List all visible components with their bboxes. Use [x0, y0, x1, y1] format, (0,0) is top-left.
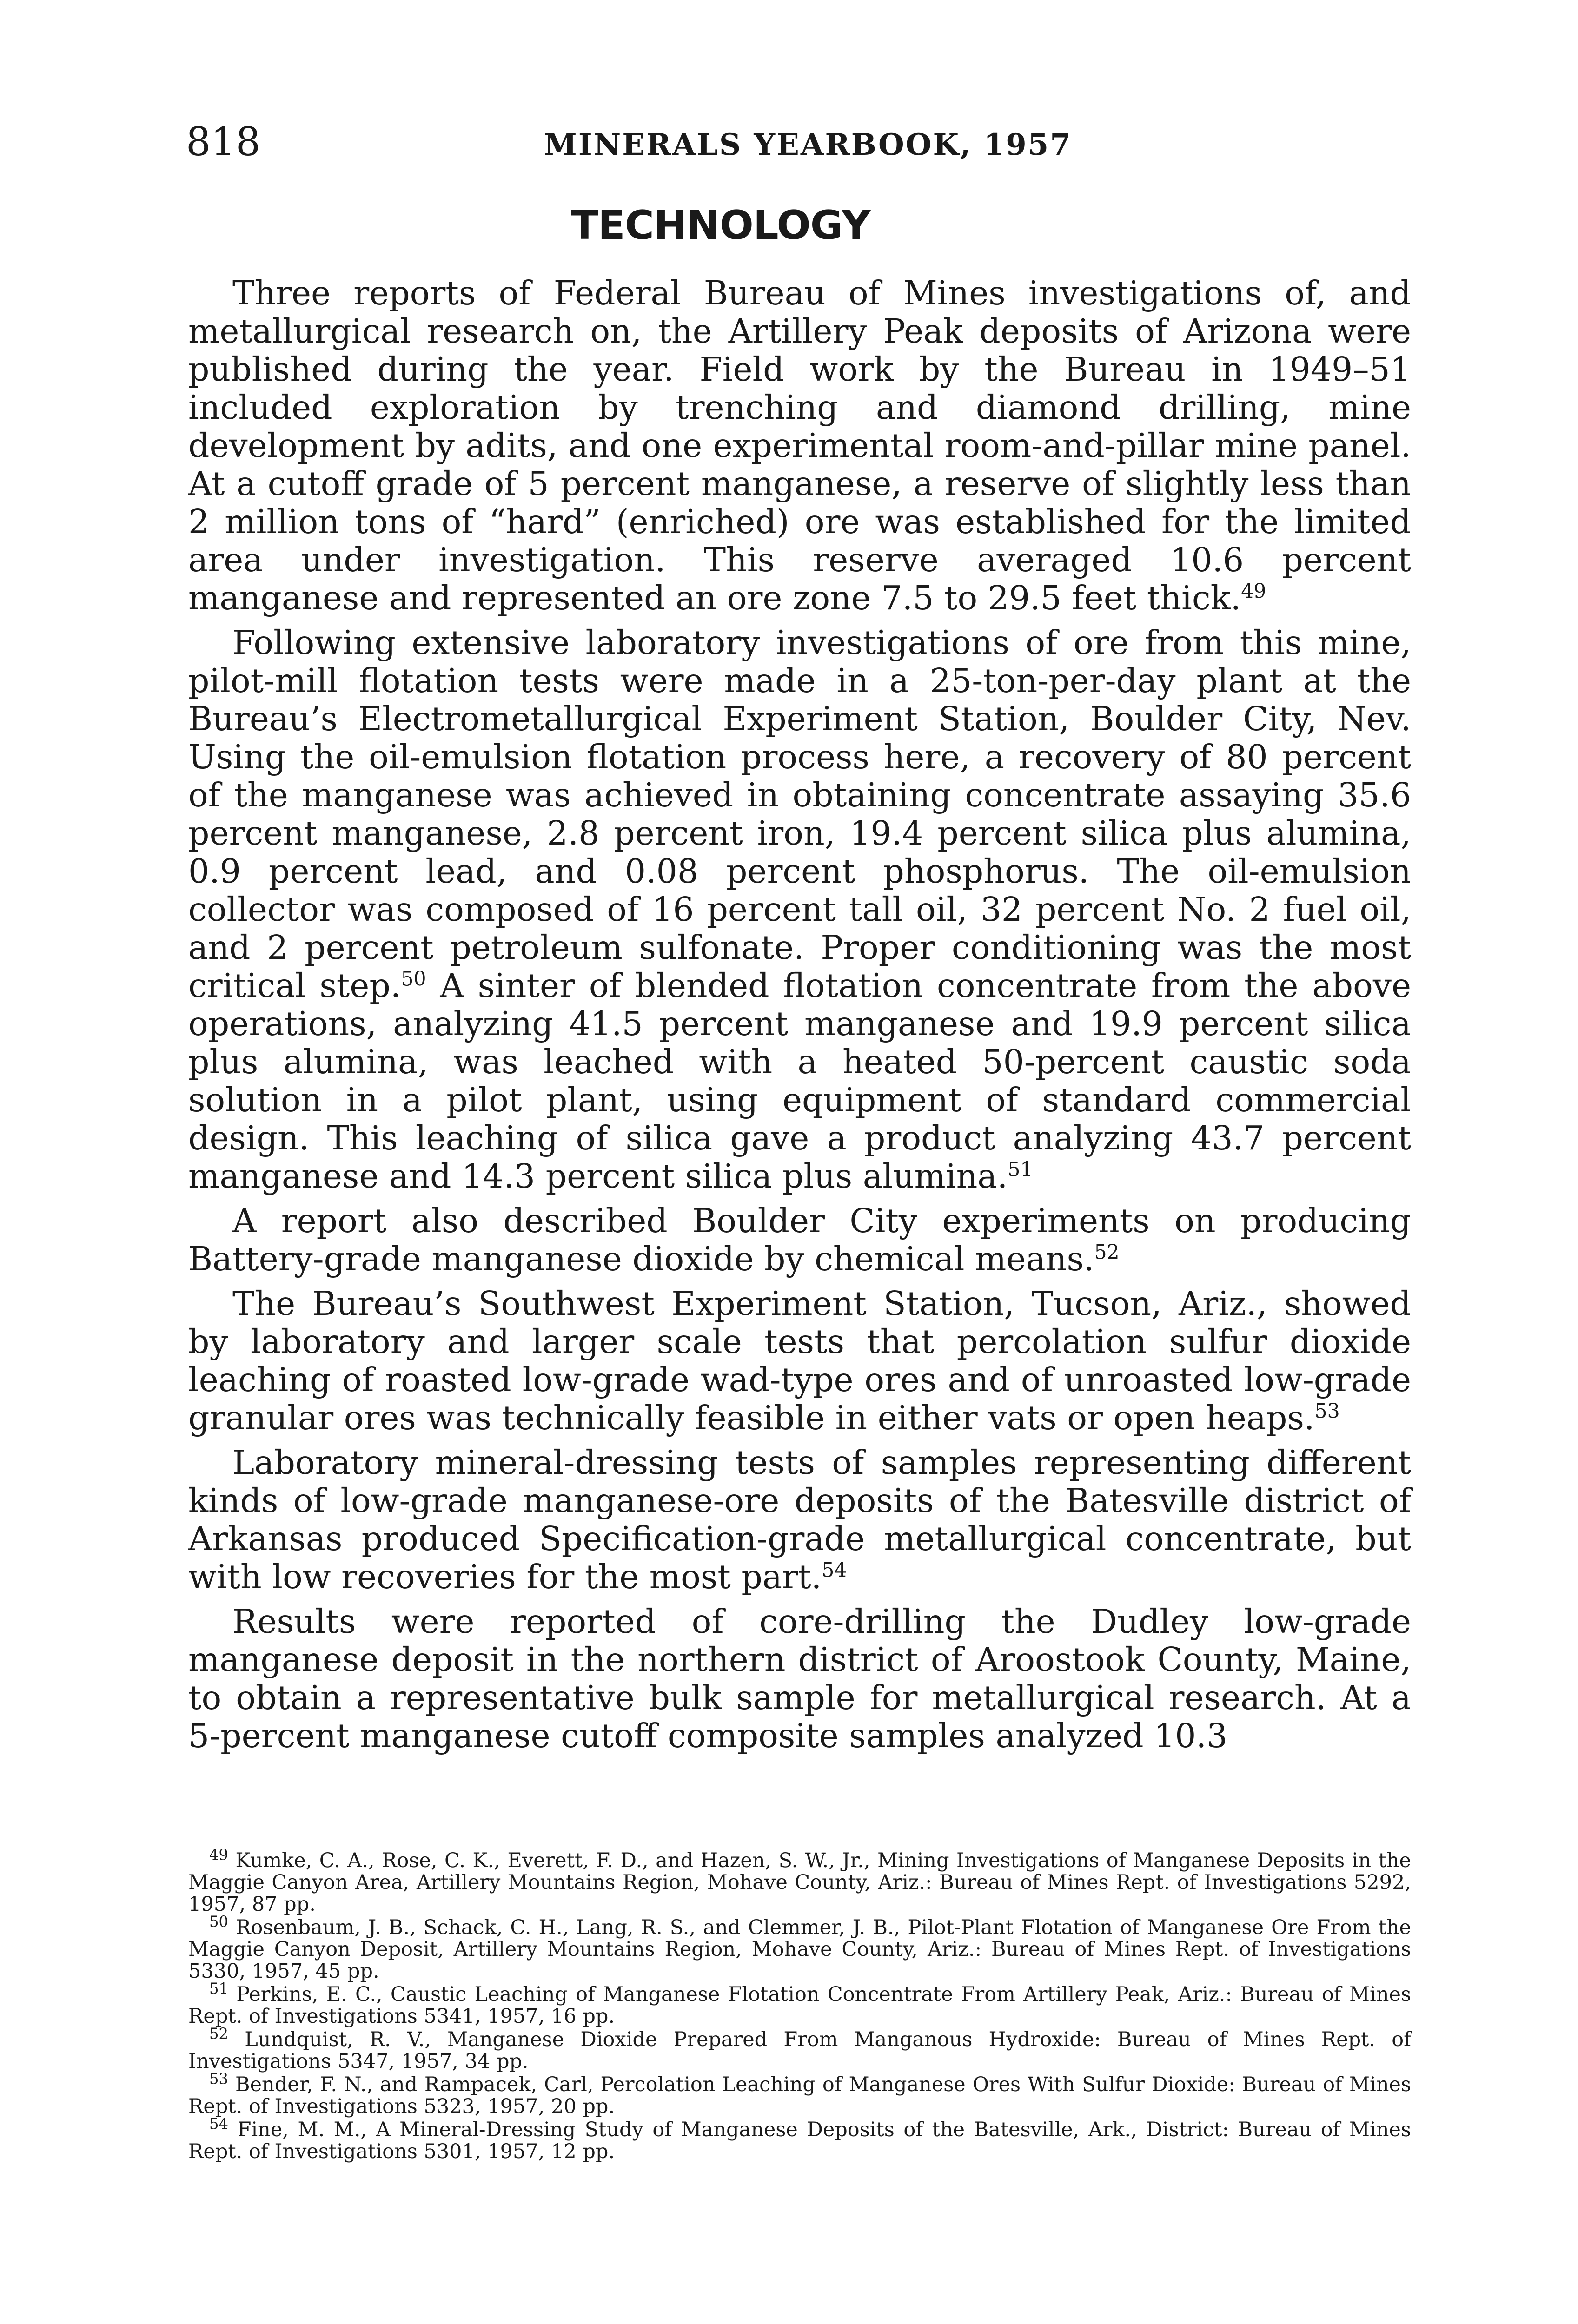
footnote-mark: 54	[209, 2115, 229, 2133]
footnote-mark: 52	[209, 2025, 229, 2043]
footnote: $^{51}$ Perkins, E. C., Caustic Leaching of Manganese Flotation Concentrate From Artillery Peak, Ariz.: Bureau of Mines Rept. of Investigations 5341, 1957, 16 pp.	[188, 1980, 1411, 2028]
footnote-mark: 49	[209, 1846, 229, 1864]
body-text	[188, 274, 1411, 1762]
page-number: 818	[186, 119, 261, 165]
footnote-mark: 53	[209, 2070, 229, 2088]
footnote-ref: 50	[401, 967, 426, 991]
paragraph: Laboratory mineral-dressing tests of samples representing different kinds of low-grade manganese-ore deposits of the Batesville district of Arkansas produced Specification-grade metallurgical concentrate, but with low recoveries for the most part.$^{54}$	[188, 1443, 1411, 1596]
footnote-ref: 53	[1314, 1400, 1340, 1423]
paragraph: A report also described Boulder City experiments on producing Battery-grade manganese dioxide by chemical means.$^{52}$	[188, 1202, 1411, 1278]
footnote-mark: 50	[209, 1913, 229, 1931]
section-title: TECHNOLOGY	[571, 202, 870, 249]
footnote: $^{53}$ Bender, F. N., and Rampacek, Carl, Percolation Leaching of Manganese Ores With Sulfur Dioxide: Bureau of Mines Rept. of Investigations 5323, 1957, 20 pp.	[188, 2070, 1412, 2118]
paragraph: The Bureau’s Southwest Experiment Station, Tucson, Ariz., showed by laboratory and larger scale tests that percolation sulfur dioxide leaching of roasted low-grade wad-type ores and of unroasted low-grade granular ores was technically feasible in either vats or open heaps.$^{53}$	[188, 1284, 1411, 1437]
journal-title: MINERALS YEARBOOK, 1957	[544, 127, 1072, 162]
paragraph: Three reports of Federal Bureau of Mines investigations of, and metallurgical research on, the Artillery Peak deposits of Arizona were published during the year. Field work by the Bureau in 1949–51 included exploration by trenching and diamond drilling, mine development by adits, and one experimental room-and-pillar mine panel. At a cutoff grade of 5 percent manganese, a reserve of slightly less than 2 million tons of “hard” (enriched) ore was established for the limited area under investigation. This reserve averaged 10.6 percent manganese and represented an ore zone 7.5 to 29.5 feet thick.$^{49}$	[188, 274, 1411, 617]
footnote-ref: 54	[822, 1558, 847, 1582]
running-head	[186, 116, 1418, 172]
footnote-ref: 49	[1241, 580, 1266, 603]
footnote-ref: 51	[1008, 1158, 1033, 1182]
paragraph: Following extensive laboratory investigations of ore from this mine, pilot-mill flotation tests were made in a 25-ton-per-day plant at the Bureau’s Electrometallurgical Experiment Station, Boulder City, Nev. Using the oil-emulsion flotation process here, a recovery of 80 percent of the manganese was achieved in obtaining concentrate assaying 35.6 percent manganese, 2.8 percent iron, 19.4 percent silica plus alumina, 0.9 percent lead, and 0.08 percent phosphorus. The oil-emulsion collector was composed of 16 percent tall oil, 32 percent No. 2 fuel oil, and 2 percent petroleum sulfonate. Proper conditioning was the most critical step.$^{50}$ A sinter of blended flotation concentrate from the above operations, analyzing 41.5 percent manganese and 19.9 percent silica plus alumina, was leached with a heated 50-percent caustic soda solution in a pilot plant, using equipment of standard commercial design. This leaching of silica gave a product analyzing 43.7 percent manganese and 14.3 percent silica plus alumina.$^{51}$	[188, 623, 1411, 1195]
footnote-ref: 52	[1094, 1241, 1120, 1264]
footnote: $^{52}$ Lundquist, R. V., Manganese Dioxide Prepared From Manganous Hydroxide: Bureau of Mines Rept. of Investigations 5347, 1957, 34 pp.	[188, 2025, 1412, 2073]
footnote: $^{50}$ Rosenbaum, J. B., Schack, C. H., Lang, R. S., and Clemmer, J. B., Pilot-Plant Flotation of Manganese Ore From the Maggie Canyon Deposit, Artillery Mountains Region, Mohave County, Ariz.: Bureau of Mines Rept. of Investigations 5330, 1957, 45 pp.	[188, 1913, 1412, 1983]
paragraph: Results were reported of core-drilling the Dudley low-grade manganese deposit in the northern district of Aroostook County, Maine, to obtain a representative bulk sample for metallurgical research. At a 5-percent manganese cutoff composite samples analyzed 10.3	[188, 1602, 1411, 1755]
footnotes	[188, 1846, 1412, 2164]
footnote: $^{54}$ Fine, M. M., A Mineral-Dressing Study of Manganese Deposits of the Batesville, Ark., District: Bureau of Mines Rept. of Investigations 5301, 1957, 12 pp.	[188, 2115, 1411, 2163]
footnote-mark: 51	[209, 1980, 229, 1998]
footnote: $^{49}$ Kumke, C. A., Rose, C. K., Everett, F. D., and Hazen, S. W., Jr., Mining Investigations of Manganese Deposits in the Maggie Canyon Area, Artillery Mountains Region, Mohave County, Ariz.: Bureau of Mines Rept. of Investigations 5292, 1957, 87 pp.	[188, 1846, 1411, 1916]
